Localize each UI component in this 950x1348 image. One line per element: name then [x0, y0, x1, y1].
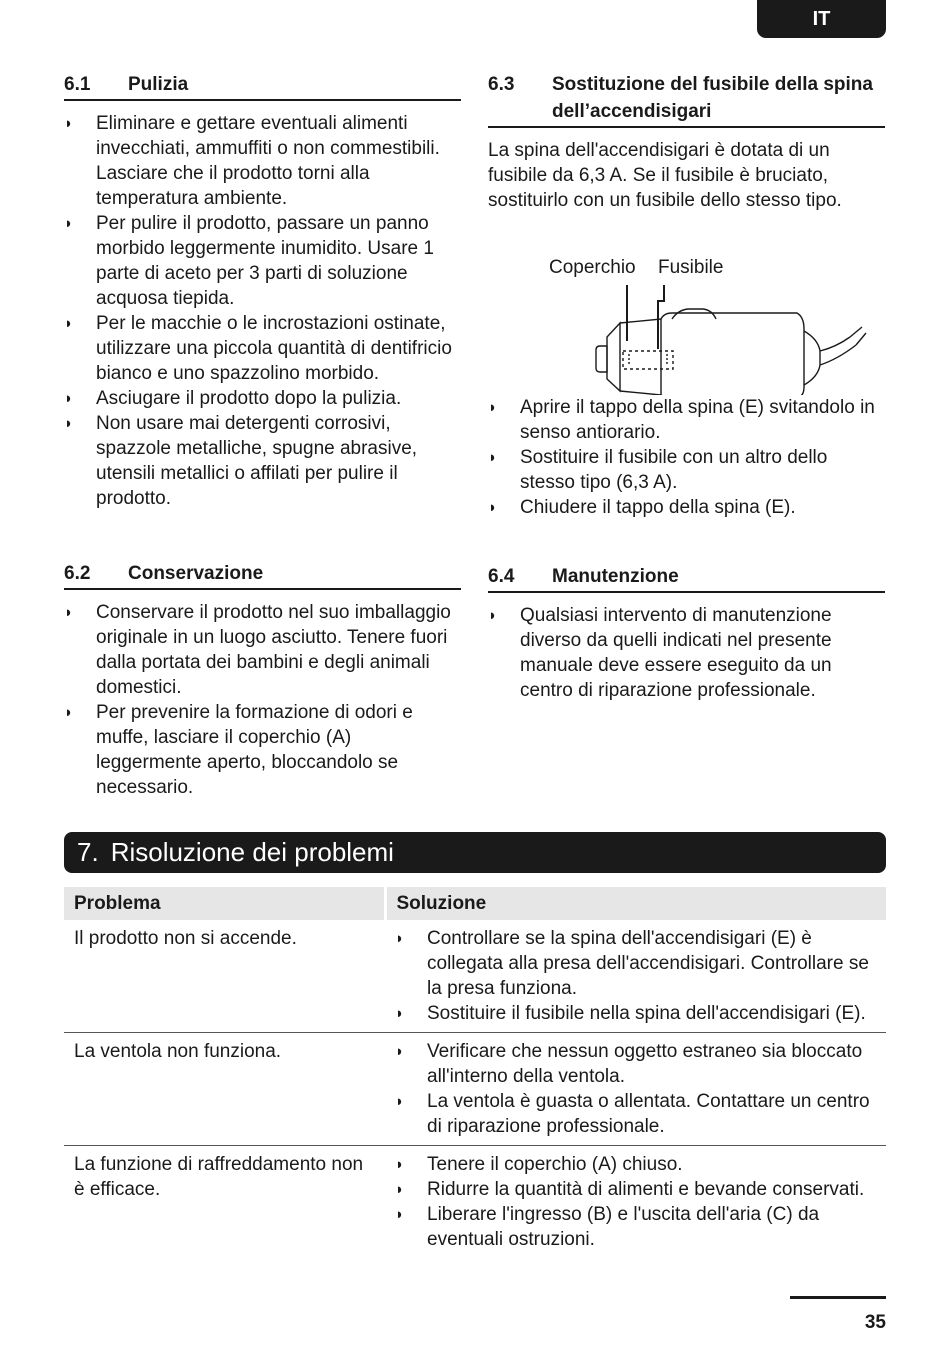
solution-cell	[385, 1146, 886, 1259]
problem-cell: La ventola non funziona.	[64, 1033, 385, 1146]
chapter-number: 7.	[77, 837, 99, 867]
list-item: ◗ Per prevenire la formazione di odori e muffe, lasciare il coperchio (A) leggermente aperto, bloccandolo se necessario.	[64, 700, 461, 800]
troubleshooting-table	[64, 887, 886, 1258]
section-number: 6.1	[64, 74, 91, 95]
section-heading	[488, 71, 885, 128]
list-item: ◗ Asciugare il prodotto dopo la pulizia.	[64, 386, 461, 411]
list-item: ◗ Qualsiasi intervento di manutenzione diverso da quelli indicati nel presente manuale deve essere eseguito da un centro di riparazione professionale.	[488, 603, 885, 703]
figure-label-fuse: Fusibile	[658, 257, 724, 278]
footer-rule	[790, 1296, 886, 1299]
bullet-list	[488, 603, 885, 703]
column-header-problem: Problema	[64, 887, 385, 920]
chapter-title: Risoluzione dei problemi	[110, 837, 394, 867]
table-header-row	[64, 887, 886, 920]
list-item: ◗ Ridurre la quantità di alimenti e bevande conservati.	[395, 1177, 876, 1202]
section-title: Conservazione	[128, 563, 264, 584]
problem-cell: La funzione di raffreddamento non è efficace.	[74, 1154, 364, 1200]
bullet-list	[64, 600, 461, 800]
section-6-3	[488, 71, 885, 520]
section-number: 6.4	[488, 566, 515, 587]
section-6-2	[64, 560, 461, 800]
cigarette-plug-drawing	[488, 255, 885, 395]
section-number: 6.2	[64, 563, 91, 584]
list-item: ◗ Conservare il prodotto nel suo imballaggio originale in un luogo asciutto. Tenere fuori dalla portata dei bambini e degli animali domestici.	[64, 600, 461, 700]
section-title: Manutenzione	[552, 566, 679, 587]
table-row	[64, 1033, 886, 1146]
solution-list	[395, 926, 876, 1026]
figure-label-cover: Coperchio	[549, 257, 636, 278]
list-item: ◗ Aprire il tappo della spina (E) svitandolo in senso antiorario.	[488, 395, 885, 445]
list-item: ◗ Verificare che nessun oggetto estraneo sia bloccato all'interno della ventola.	[395, 1039, 876, 1089]
page-number: 35	[864, 1312, 886, 1333]
list-item: ◗ Sostituire il fusibile con un altro dello stesso tipo (6,3 A).	[488, 445, 885, 495]
section-title: Sostituzione del fusibile della spina dell’accendisigari	[552, 74, 873, 122]
list-item: ◗ Liberare l'ingresso (B) e l'uscita dell'aria (C) da eventuali ostruzioni.	[395, 1202, 876, 1252]
list-item: ◗ Eliminare e gettare eventuali alimenti invecchiati, ammuffiti o non commestibili. Lasciare che il prodotto torni alla temperatura ambiente.	[64, 111, 461, 211]
section-heading	[64, 560, 461, 590]
bullet-list	[64, 111, 461, 511]
solution-cell	[385, 920, 886, 1033]
section-6-1	[64, 71, 461, 511]
solution-list	[395, 1152, 876, 1252]
section-title: Pulizia	[128, 74, 189, 95]
solution-list	[395, 1039, 876, 1139]
list-item: ◗ La ventola è guasta o allentata. Contattare un centro di riparazione professionale.	[395, 1089, 876, 1139]
section-heading	[488, 563, 885, 593]
section-6-4	[488, 563, 885, 703]
section-number: 6.3	[488, 74, 515, 95]
list-item: ◗ Tenere il coperchio (A) chiuso.	[395, 1152, 876, 1177]
solution-cell	[385, 1033, 886, 1146]
bullet-list	[488, 395, 885, 520]
chapter-banner	[64, 832, 886, 873]
list-item: ◗ Controllare se la spina dell'accendisigari (E) è collegata alla presa dell'accendisigari. Controllare se la presa funziona.	[395, 926, 876, 1001]
fuse-plug-figure	[488, 255, 885, 395]
language-tab: IT	[757, 0, 886, 38]
problem-cell: Il prodotto non si accende.	[64, 920, 385, 1033]
list-item: ◗ Sostituire il fusibile nella spina dell'accendisigari (E).	[395, 1001, 876, 1026]
list-item: ◗ Per le macchie o le incrostazioni ostinate, utilizzare una piccola quantità di dentifricio bianco e uno spazzolino morbido.	[64, 311, 461, 386]
column-header-solution: Soluzione	[385, 887, 886, 920]
list-item: ◗ Per pulire il prodotto, passare un panno morbido leggermente inumidito. Usare 1 parte di aceto per 3 parti di soluzione acquosa tiepida.	[64, 211, 461, 311]
table-row	[64, 920, 886, 1033]
table-row	[64, 1146, 886, 1259]
list-item: ◗ Chiudere il tappo della spina (E).	[488, 495, 885, 520]
list-item: ◗ Non usare mai detergenti corrosivi, spazzole metalliche, spugne abrasive, utensili metallici o affilati per pulire il prodotto.	[64, 411, 461, 511]
section-heading	[64, 71, 461, 101]
intro-paragraph: La spina dell'accendisigari è dotata di un fusibile da 6,3 A. Se il fusibile è bruciato, sostituirlo con un fusibile dello stesso tipo.	[488, 140, 842, 211]
